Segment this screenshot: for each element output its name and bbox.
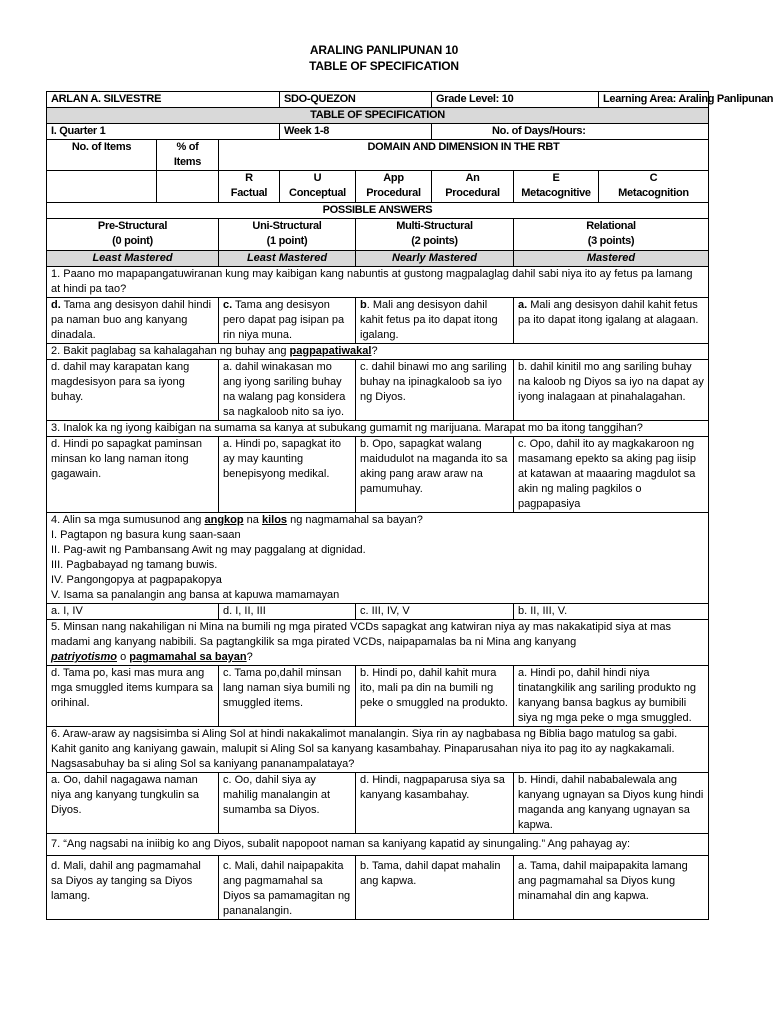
solo-levels-row bbox=[47, 219, 709, 251]
document-title: ARALING PANLIPUNAN 10 bbox=[309, 43, 459, 57]
statement-item: I. Pagtapon ng basura kung saan-saan bbox=[51, 529, 241, 541]
mastery-label: Least Mastered bbox=[47, 251, 219, 267]
question-row bbox=[47, 421, 709, 437]
answer-cell: c. Tama po,dahil minsan lang naman siya bumili ng smuggled items. bbox=[219, 666, 356, 727]
answer-cell: d. dahil may karapatan kang magdesisyon para sa iyong buhay. bbox=[47, 360, 219, 421]
rbt-row bbox=[47, 171, 709, 203]
question-text: 4. Alin sa mga sumusunod ang angkop na kilos ng nagmamahal sa bayan? I. Pagtapon ng basura kung saan-saan II. Pag-awit ng Pambansang Awit ng may paggalang at dignidad. III. Pagbabayad ng tamang buwis. IV. Pangongopya at pagpapakopya V. Isama sa panalangin ang bansa at kapuwa mamamayan bbox=[47, 513, 709, 604]
level-relational: Relational (3 points) bbox=[514, 219, 709, 251]
specification-table bbox=[46, 91, 773, 920]
mastery-row bbox=[47, 251, 709, 267]
rbt-apply: App Procedural bbox=[356, 171, 432, 203]
answer-cell: a. Hindi po, sapagkat ito ay may kaunting benepisyong medikal. bbox=[219, 437, 356, 513]
answer-cell: d. Mali, dahil ang pagmamahal sa Diyos ay tanging sa Diyos lamang. bbox=[47, 856, 219, 920]
question-row bbox=[47, 513, 709, 604]
answer-cell: d. Tama po, kasi mas mura ang mga smuggled items kumpara sa orihinal. bbox=[47, 666, 219, 727]
answer-cell: c. dahil binawi mo ang sariling buhay na ipinagkaloob sa iyo ng Diyos. bbox=[356, 360, 514, 421]
answer-cell: b. dahil kinitil mo ang sariling buhay na kaloob ng Diyos sa iyo na dapat ay iyong inalagaan at pinahalagahan. bbox=[514, 360, 709, 421]
question-text: 3. Inalok ka ng iyong kaibigan na sumama sa kanya at subukang gumamit ng marijuana. Marapat mo ba itong tanggihan? bbox=[47, 421, 709, 437]
answer-cell: b. Tama, dahil dapat mahalin ang kapwa. bbox=[356, 856, 514, 920]
answer-row bbox=[47, 298, 709, 344]
question-text: 1. Paano mo mapapangatuwiranan kung may kaibigan kang nabuntis at gustong magpalaglag dahil sabi niya ito ay fetus pa lamang at hindi pa tao? bbox=[47, 267, 709, 298]
answer-cell: b. Mali ang desisyon dahil kahit fetus pa ito dapat itong igalang. bbox=[356, 298, 514, 344]
statement-item: II. Pag-awit ng Pambansang Awit ng may paggalang at dignidad. bbox=[51, 544, 366, 556]
possible-answers-row bbox=[47, 203, 709, 219]
answer-cell: a. Oo, dahil nagagawa naman niya ang kanyang tungkulin sa Diyos. bbox=[47, 773, 219, 834]
answer-cell: c. III, IV, V bbox=[356, 604, 514, 620]
level-multi-structural: Multi-Structural (2 points) bbox=[356, 219, 514, 251]
no-of-items-header: No. of Items bbox=[47, 140, 157, 171]
rbt-remember: R Factual bbox=[219, 171, 280, 203]
grade-level: Grade Level: 10 bbox=[432, 92, 599, 108]
week-label: Week 1-8 bbox=[280, 124, 432, 140]
answer-cell: d. Tama ang desisyon dahil hindi pa naman buo ang kanyang dinadala. bbox=[47, 298, 219, 344]
domain-dimension-header: DOMAIN AND DIMENSION IN THE RBT bbox=[219, 140, 709, 171]
answer-row bbox=[47, 856, 709, 920]
answer-row bbox=[47, 773, 709, 834]
level-pre-structural: Pre-Structural (0 point) bbox=[47, 219, 219, 251]
question-text: 7. “Ang nagsabi na iniibig ko ang Diyos, subalit napopoot naman sa kaniyang kapatid ay sinungaling.” Ang pahayag ay: bbox=[47, 834, 709, 856]
question-row bbox=[47, 344, 709, 360]
question-row bbox=[47, 620, 709, 666]
info-row bbox=[47, 92, 709, 108]
answer-cell: b. Opo, sapagkat walang maidudulot na maganda ito sa aking pang araw araw na pamumuhay. bbox=[356, 437, 514, 513]
document-subtitle: TABLE OF SPECIFICATION bbox=[309, 59, 459, 73]
statement-item: III. Pagbabayad ng tamang buwis. bbox=[51, 559, 218, 571]
statement-item: IV. Pangongopya at pagpapakopya bbox=[51, 574, 222, 586]
teacher-name: ARLAN A. SILVESTRE bbox=[47, 92, 280, 108]
answer-cell: a. dahil winakasan mo ang iyong sariling buhay na walang pag konsidera sa nagkaloob nito sa iyo. bbox=[219, 360, 356, 421]
banner-row bbox=[47, 108, 709, 124]
answer-cell: a. Tama, dahil maipapakita lamang ang pagmamahal sa Diyos kung minamahal din ang kapwa. bbox=[514, 856, 709, 920]
answer-cell: b. Hindi, dahil nababalewala ang kanyang ugnayan sa Diyos kung hindi maganda ang kanyang ugnayan sa kapwa. bbox=[514, 773, 709, 834]
answer-cell: a. Hindi po, dahil hindi niya tinatangkilik ang sariling produkto ng kanyang bansa bagkus ay bumibili siya ng mga peke o mga smuggled. bbox=[514, 666, 709, 727]
question-text: 2. Bakit paglabag sa kahalagahan ng buhay ang pagpapatiwakal? bbox=[47, 344, 709, 360]
statement-item: V. Isama sa panalangin ang bansa at kapuwa mamamayan bbox=[51, 589, 340, 601]
division: SDO-QUEZON bbox=[280, 92, 432, 108]
answer-cell: b. II, III, V. bbox=[514, 604, 709, 620]
mastery-label: Least Mastered bbox=[219, 251, 356, 267]
question-row bbox=[47, 727, 709, 773]
answer-cell: c. Opo, dahil ito ay magkakaroon ng masamang epekto sa aking pag iisip at katawan at maaaring magdulot sa akin ng maling pagkilos o pagpapasiya bbox=[514, 437, 709, 513]
domain-header-row bbox=[47, 140, 709, 171]
answer-cell: d. Hindi po sapagkat paminsan minsan ko lang naman itong gagawain. bbox=[47, 437, 219, 513]
question-text: 6. Araw-araw ay nagsisimba si Aling Sol at hindi nakakalimot manalangin. Siya rin ay nagbabasa ng Biblia bago matulog sa gabi. Kahit ganito ang kaniyang gawain, malupit si Aling Sol sa kanyang kasambahay. Pinaparusahan niya ito pag ito ay nagkakamali. Nagsasabuhay ba si aling Sol sa kaniyang pananampalataya? bbox=[47, 727, 709, 773]
rbt-create: C Metacognition bbox=[599, 171, 709, 203]
answer-cell: a. Mali ang desisyon dahil kahit fetus pa ito dapat itong igalang at alagaan. bbox=[514, 298, 709, 344]
question-row bbox=[47, 267, 709, 298]
level-uni-structural: Uni-Structural (1 point) bbox=[219, 219, 356, 251]
answer-row bbox=[47, 666, 709, 727]
question-row bbox=[47, 834, 709, 856]
answer-row bbox=[47, 604, 709, 620]
answer-cell: b. Hindi po, dahil kahit mura ito, mali pa din na bumili ng peke o smuggled na produkto. bbox=[356, 666, 514, 727]
answer-row bbox=[47, 437, 709, 513]
rbt-analyze: An Procedural bbox=[432, 171, 514, 203]
answer-cell: d. I, II, III bbox=[219, 604, 356, 620]
answer-cell: a. I, IV bbox=[47, 604, 219, 620]
answer-cell: c. Mali, dahil naipapakita ang pagmamahal sa Diyos sa pamamagitan ng pananalangin. bbox=[219, 856, 356, 920]
rbt-understand: U Conceptual bbox=[280, 171, 356, 203]
days-hours-label: No. of Days/Hours: bbox=[432, 124, 709, 140]
learning-area: Learning Area: Araling Panlipunan bbox=[599, 92, 709, 108]
quarter-row bbox=[47, 124, 709, 140]
question-text: 5. Minsan nang nakahiligan ni Mina na bumili ng mga pirated VCDs sapagkat ang katwiran niya ay mas nakakatipid siya at mas madami ang kanyang nabibili. Sa pagtangkilik sa mga pirated VCDs, naipapamalas ba ni Mina ang kanyang patriyotismo o pagmamahal sa bayan? bbox=[47, 620, 709, 666]
answer-cell: d. Hindi, nagpaparusa siya sa kanyang kasambahay. bbox=[356, 773, 514, 834]
answer-row bbox=[47, 360, 709, 421]
quarter-label: I. Quarter 1 bbox=[47, 124, 280, 140]
mastery-label: Mastered bbox=[514, 251, 709, 267]
possible-answers-heading: POSSIBLE ANSWERS bbox=[47, 203, 709, 219]
answer-cell: c. Oo, dahil siya ay mahilig manalangin at sumamba sa Diyos. bbox=[219, 773, 356, 834]
table-banner: TABLE OF SPECIFICATION bbox=[47, 108, 709, 124]
pct-items-header: % of Items bbox=[157, 140, 219, 171]
mastery-label: Nearly Mastered bbox=[356, 251, 514, 267]
answer-cell: c. Tama ang desisyon pero dapat pag isipan pa rin niya muna. bbox=[219, 298, 356, 344]
rbt-evaluate: E Metacognitive bbox=[514, 171, 599, 203]
